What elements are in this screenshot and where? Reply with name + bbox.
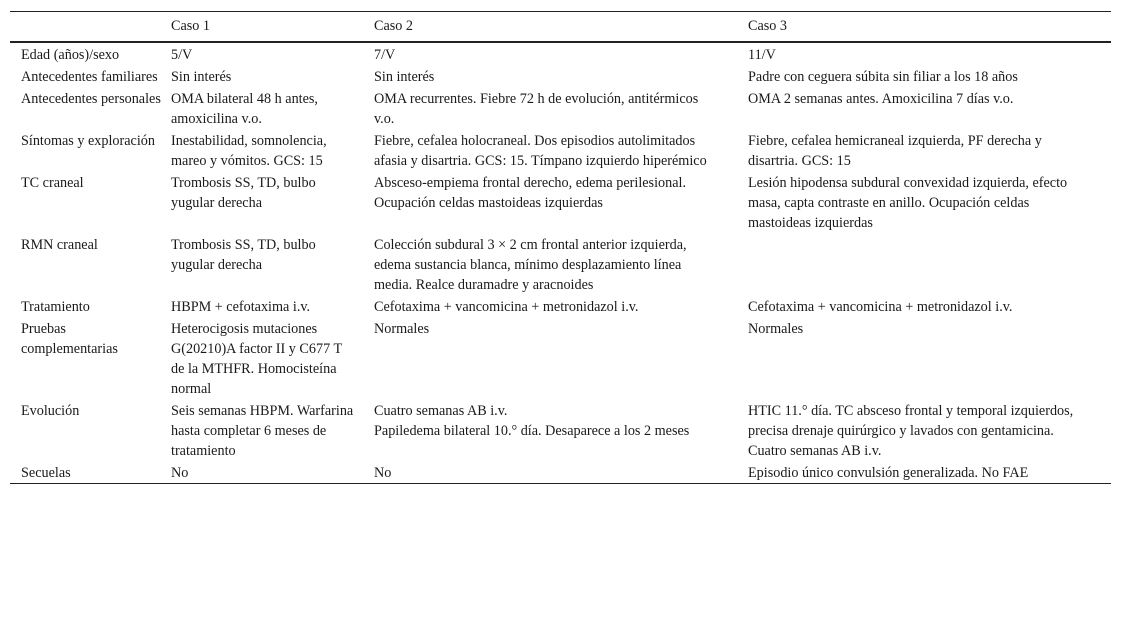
row-label: Tratamiento — [21, 298, 90, 315]
cell-caso-3: Episodio único convulsión generalizada. No FAE — [748, 464, 1029, 481]
clinical-cases-table — [10, 11, 1111, 484]
cell-caso-1: No — [171, 464, 189, 481]
table-row — [10, 87, 1111, 129]
cell-caso-1: Seis semanas HBPM. Warfarina hasta completar 6 meses de tratamiento — [171, 402, 354, 459]
cell-caso-1: Inestabilidad, somnolencia, mareo y vómitos. GCS: 15 — [171, 132, 327, 169]
row-label: Antecedentes familiares — [21, 68, 158, 85]
row-label: Edad (años)/sexo — [21, 46, 120, 63]
cell-caso-1: Trombosis SS, TD, bulbo yugular derecha — [171, 236, 316, 273]
cell-caso-3: 11/V — [748, 46, 776, 63]
cell-caso-2: OMA recurrentes. Fiebre 72 h de evolución, antitérmicos v.o. — [374, 90, 699, 127]
table-row — [10, 42, 1111, 65]
cell-caso-3: Fiebre, cefalea hemicraneal izquierda, PF derecha y disartria. GCS: 15 — [748, 132, 1042, 169]
cell-caso-2: Normales — [374, 320, 430, 337]
row-label: Síntomas y exploración — [21, 132, 155, 149]
clinical-cases-table-container — [10, 11, 1111, 484]
cell-caso-3: Padre con ceguera súbita sin filiar a los 18 años — [748, 68, 1018, 85]
header-empty-cell — [10, 12, 161, 42]
cell-caso-3: Normales — [748, 320, 804, 337]
table-row — [10, 399, 1111, 461]
cell-caso-2: Fiebre, cefalea holocraneal. Dos episodios autolimitados afasia y disartria. GCS: 15. Tímpano izquierdo hiperémico — [374, 132, 707, 169]
cell-caso-1: Heterocigosis mutaciones G(20210)A factor II y C677 T de la MTHFR. Homocisteína normal — [171, 320, 342, 397]
table-row — [10, 295, 1111, 317]
header-row — [10, 12, 1111, 42]
header-caso-2: Caso 2 — [374, 17, 414, 34]
cell-caso-2: Cefotaxima + vancomicina + metronidazol i.v. — [374, 298, 639, 315]
cell-caso-1: Sin interés — [171, 68, 232, 85]
cell-caso-2: Colección subdural 3 × 2 cm frontal anterior izquierda, edema sustancia blanca, mínimo desplazamiento línea media. Realce duramadre y aracnoides — [374, 236, 687, 293]
header-caso-1: Caso 1 — [171, 17, 211, 34]
table-body — [10, 42, 1111, 484]
cell-caso-1: Trombosis SS, TD, bulbo yugular derecha — [171, 174, 316, 211]
cell-caso-3: OMA 2 semanas antes. Amoxicilina 7 días v.o. — [748, 90, 1014, 107]
table-row — [10, 129, 1111, 171]
cell-caso-3: Cefotaxima + vancomicina + metronidazol i.v. — [748, 298, 1013, 315]
row-label: Secuelas — [21, 464, 71, 481]
table-row — [10, 171, 1111, 233]
cell-caso-3: HTIC 11.° día. TC absceso frontal y temporal izquierdos, precisa drenaje quirúrgico y lavados con gentamicina. Cuatro semanas AB i.v. — [748, 402, 1074, 459]
cell-caso-2: 7/V — [374, 46, 396, 63]
cell-caso-2: No — [374, 464, 392, 481]
cell-caso-1: OMA bilateral 48 h antes, amoxicilina v.o. — [171, 90, 318, 127]
table-header — [10, 12, 1111, 42]
table-row — [10, 317, 1111, 399]
row-label: Pruebas complementarias — [21, 320, 118, 357]
cell-caso-3: Lesión hipodensa subdural convexidad izquierda, efecto masa, capta contraste en anillo. Ocupación celdas mastoideas izquierdas — [748, 174, 1068, 231]
row-label: Antecedentes personales — [21, 90, 161, 107]
table-row — [10, 65, 1111, 87]
cell-caso-1: 5/V — [171, 46, 193, 63]
row-label: Evolución — [21, 402, 80, 419]
row-label: RMN craneal — [21, 236, 98, 253]
header-caso-3: Caso 3 — [748, 17, 788, 34]
table-row — [10, 233, 1111, 295]
cell-caso-2: Absceso-empiema frontal derecho, edema perilesional. Ocupación celdas mastoideas izquierdas — [374, 174, 686, 211]
row-label: TC craneal — [21, 174, 84, 191]
cell-caso-3 — [737, 233, 1111, 295]
table-row — [10, 461, 1111, 484]
cell-caso-1: HBPM + cefotaxima i.v. — [171, 298, 311, 315]
cell-caso-2: Cuatro semanas AB i.v. Papiledema bilateral 10.° día. Desaparece a los 2 meses — [374, 402, 690, 439]
cell-caso-2: Sin interés — [374, 68, 435, 85]
